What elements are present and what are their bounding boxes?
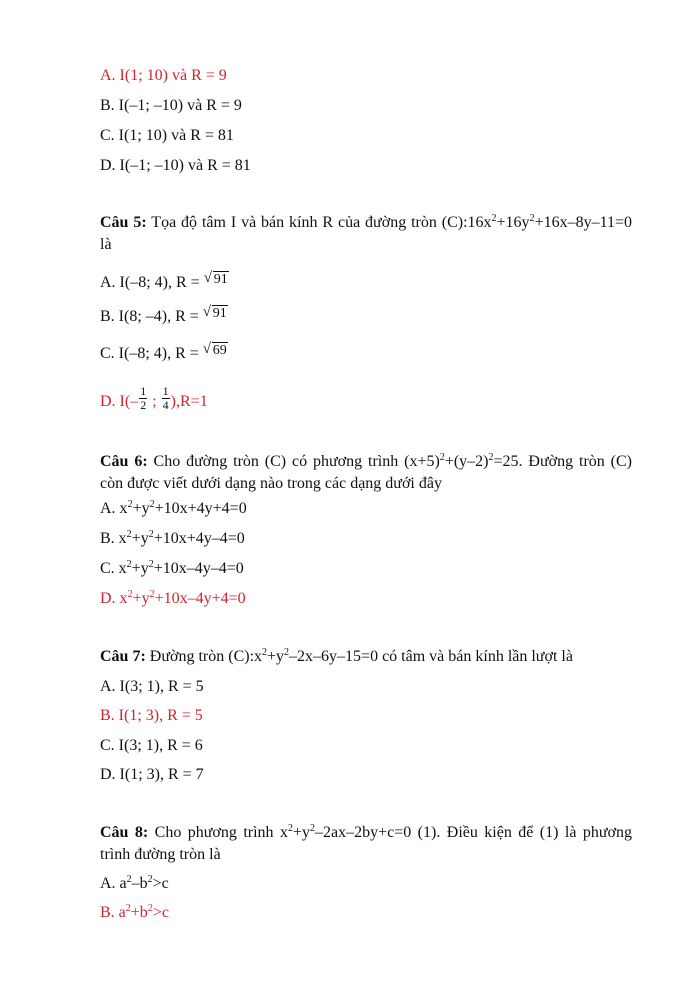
q6-option-a: A. $x^2+y^2+10x+4y+4=0$ [100, 499, 247, 517]
q6-option-d: D. $x^2+y^2+10x-4y+4=0$ [100, 589, 246, 607]
q8-option-a: A. $a^2-b^2>c$ [100, 874, 169, 892]
sqrt-symbol: √ 91 [204, 270, 229, 290]
q6-question: Câu 6: Cho đường tròn (C) có phương trình $(x+5)^2+(y-2)^2=25$. Đường tròn (C) còn được viết dưới dạng nào trong các dạng dưới đây [100, 452, 632, 492]
q7-label: Câu 7: [100, 648, 146, 665]
sqrt-symbol: √ 91 [203, 304, 228, 324]
q6-option-b: B. $x^2+y^2+10x+4y-4=0$ [100, 529, 245, 547]
q8-question: Câu 8: Cho phương trình $x^2+y^2-2ax-2by+c=0$ (1). Điều kiện để (1) là phương trình đường tròn là [100, 823, 632, 863]
q4-option-b: B. I(–1; –10) và R = 9 [100, 97, 242, 114]
fraction: $\frac{1}{4}$ [162, 384, 169, 412]
q4-option-c: C. I(1; 10) và R = 81 [100, 127, 234, 144]
q4-option-a: A. I(1; 10) và R = 9 [100, 67, 227, 84]
q5-question: Câu 5: Tọa độ tâm I và bán kính R của đường tròn $(C):16x^2+16y^2+16x-8y-11=0$ là [100, 213, 633, 253]
q6-label: Câu 6: [100, 453, 148, 470]
q7-option-c: C. I(3; 1), R = 6 [100, 737, 203, 754]
fraction: $\frac{1}{2}$ [140, 384, 147, 412]
q5-option-d: D. I(– $\frac{1}{2}$ ; $\frac{1}{4}$ ),R=1 [100, 384, 208, 412]
q4-option-d: D. I(–1; –10) và R = 81 [100, 157, 251, 174]
q5-option-b: B. I(8; –4), R = √ 91 [100, 304, 228, 327]
sqrt-symbol: √ 69 [203, 341, 228, 361]
q8-option-b: B. $a^2+b^2>c$ [100, 903, 169, 921]
q7-option-d: D. I(1; 3), R = 7 [100, 766, 204, 783]
q5-option-c: C. I(–8; 4), R = √ 69 [100, 341, 228, 364]
q5-label: Câu 5: [100, 214, 147, 231]
q6-option-c: C. $x^2+y^2+10x-4y-4=0$ [100, 559, 244, 577]
q5-option-a: A. I(–8; 4), R = √ 91 [100, 270, 229, 293]
q7-question: Câu 7: Đường tròn $(C):x^2+y^2-2x-6y-15=0$ có tâm và bán kính lần lượt là [100, 647, 573, 665]
q7-option-a: A. I(3; 1), R = 5 [100, 678, 204, 695]
q7-option-b: B. I(1; 3), R = 5 [100, 707, 203, 724]
q8-label: Câu 8: [100, 824, 149, 841]
